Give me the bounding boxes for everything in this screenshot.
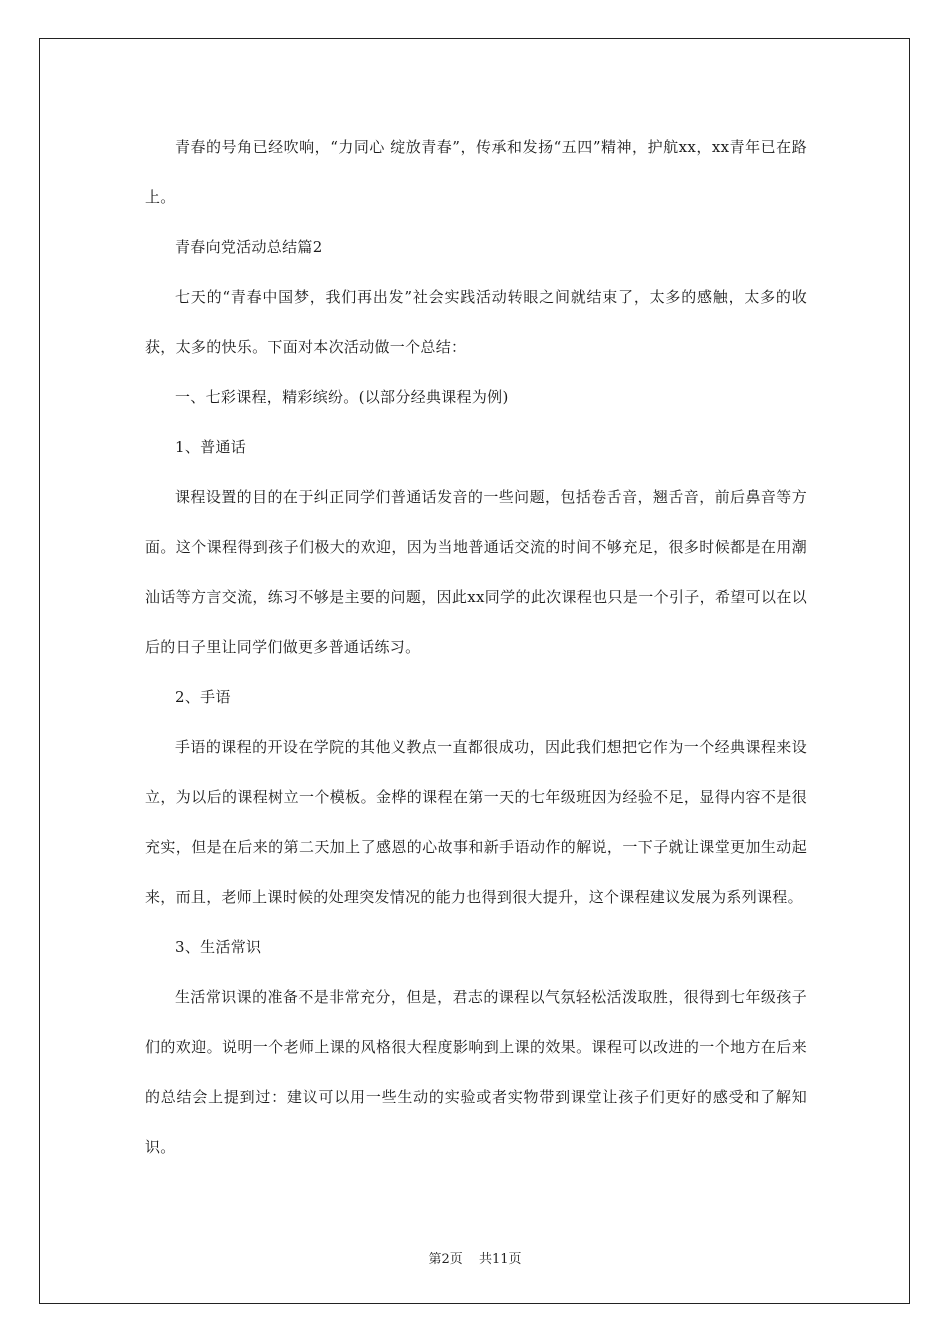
paragraph-intro-closing: 青春的号角已经吹响，“力同心 绽放青春”，传承和发扬“五四”精神，护航xx，xx青年已在路上。 (145, 138, 807, 206)
subheading-life-knowledge: 3、生活常识 (175, 938, 262, 956)
subheading-mandarin: 1、普通话 (175, 438, 247, 456)
section-title: 青春向党活动总结篇2 (175, 238, 323, 256)
paragraph-summary-intro: 七天的“青春中国梦，我们再出发”社会实践活动转眼之间就结束了，太多的感触，太多的收获，太多的快乐。下面对本次活动做一个总结： (145, 288, 807, 356)
page-footer (0, 1248, 950, 1267)
heading-colorful-courses: 一、七彩课程，精彩缤纷。(以部分经典课程为例) (175, 388, 509, 406)
paragraph-sign-language: 手语的课程的开设在学院的其他义教点一直都很成功，因此我们想把它作为一个经典课程来设立，为以后的课程树立一个模板。金桦的课程在第一天的七年级班因为经验不足，显得内容不是很充实，但是在后来的第二天加上了感恩的心故事和新手语动作的解说，一下子就让课堂更加生动起来，而且，老师上课时候的处理突发情况的能力也得到很大提升，这个课程建议发展为系列课程。 (145, 738, 807, 906)
document-body (145, 122, 807, 1172)
paragraph-life-knowledge: 生活常识课的准备不是非常充分，但是，君志的课程以气氛轻松活泼取胜，很得到七年级孩子们的欢迎。说明一个老师上课的风格很大程度影响到上课的效果。课程可以改进的一个地方在后来的总结会上提到过：建议可以用一些生动的实验或者实物带到课堂让孩子们更好的感受和了解知识。 (145, 988, 807, 1156)
subheading-sign-language: 2、手语 (175, 688, 231, 706)
page-number: 第2页 (428, 1252, 463, 1267)
page-total: 共11页 (478, 1252, 522, 1267)
paragraph-mandarin: 课程设置的目的在于纠正同学们普通话发音的一些问题，包括卷舌音，翘舌音，前后鼻音等方面。这个课程得到孩子们极大的欢迎，因为当地普通话交流的时间不够充足，很多时候都是在用潮汕话等方言交流，练习不够是主要的问题，因此xx同学的此次课程也只是一个引子，希望可以在以后的日子里让同学们做更多普通话练习。 (145, 488, 807, 656)
